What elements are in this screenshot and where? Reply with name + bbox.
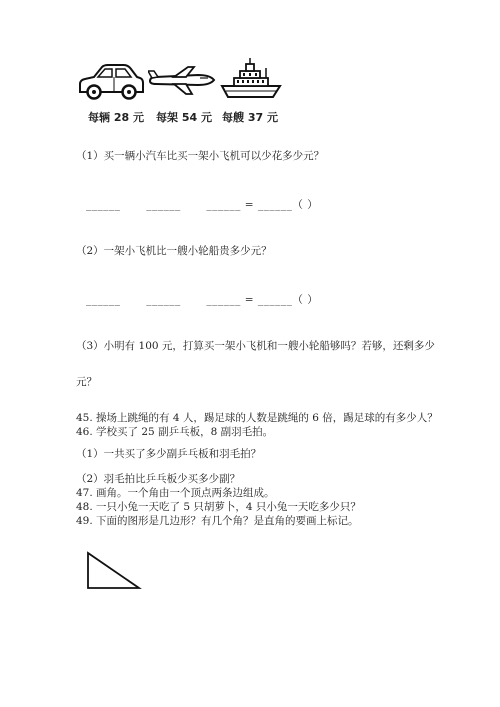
problem-48: 48. 一只小兔一天吃了 5 只胡萝卜，4 只小兔一天吃多少只？ [76, 501, 361, 513]
car-price: 每辆 28 元 [88, 111, 144, 124]
problem-47: 47. 画角。一个角由一个顶点两条边组成。 [76, 487, 275, 499]
answer-blank[interactable]: ______ [206, 294, 241, 306]
ship-icon [220, 58, 282, 100]
triangle-figure [84, 550, 144, 592]
problem-46-sub-1: （1）一共买了多少副乒乓板和羽毛拍？ [76, 448, 262, 460]
answer-blank[interactable]: ______ [146, 199, 181, 211]
ship-price: 每艘 37 元 [222, 111, 278, 124]
equals-sign: = [244, 294, 255, 306]
question-3-line-1: （3）小明有 100 元，打算买一架小飞机和一艘小轮船够吗？若够，还剩多少 [76, 340, 435, 352]
answer-blank[interactable]: ______ [86, 199, 121, 211]
unit-parenthesis[interactable]: （ ） [292, 294, 319, 306]
plane-price: 每架 54 元 [156, 111, 212, 124]
question-1: （1）买一辆小汽车比买一架小飞机可以少花多少元？ [76, 150, 325, 162]
problem-49: 49. 下面的图形是几边形？有几个角？是直角的要画上标记。 [76, 515, 359, 527]
problem-46-sub-2: （2）羽毛拍比乒乓板少买多少副？ [76, 473, 241, 485]
question-3-line-2: 元？ [76, 376, 97, 388]
answer-blank[interactable]: ______ [146, 294, 181, 306]
answer-blank[interactable]: ______ [257, 199, 293, 211]
answer-blank[interactable]: ______ [86, 294, 121, 306]
car-icon [76, 62, 146, 102]
question-2: （2）一架小飞机比一艘小轮船贵多少元？ [76, 245, 272, 257]
answer-blank[interactable]: ______ [206, 199, 241, 211]
answer-row-1 [86, 197, 318, 212]
equals-sign: = [244, 199, 255, 211]
answer-row-2 [86, 292, 318, 307]
plane-icon [148, 66, 216, 96]
problem-45: 45. 操场上跳绳的有 4 人，踢足球的人数是跳绳的 6 倍，踢足球的有多少人？ [76, 412, 438, 424]
answer-blank[interactable]: ______ [257, 294, 293, 306]
unit-parenthesis[interactable]: （ ） [292, 199, 319, 211]
problem-46: 46. 学校买了 25 副乒乓板，8 副羽毛拍。 [76, 426, 274, 438]
